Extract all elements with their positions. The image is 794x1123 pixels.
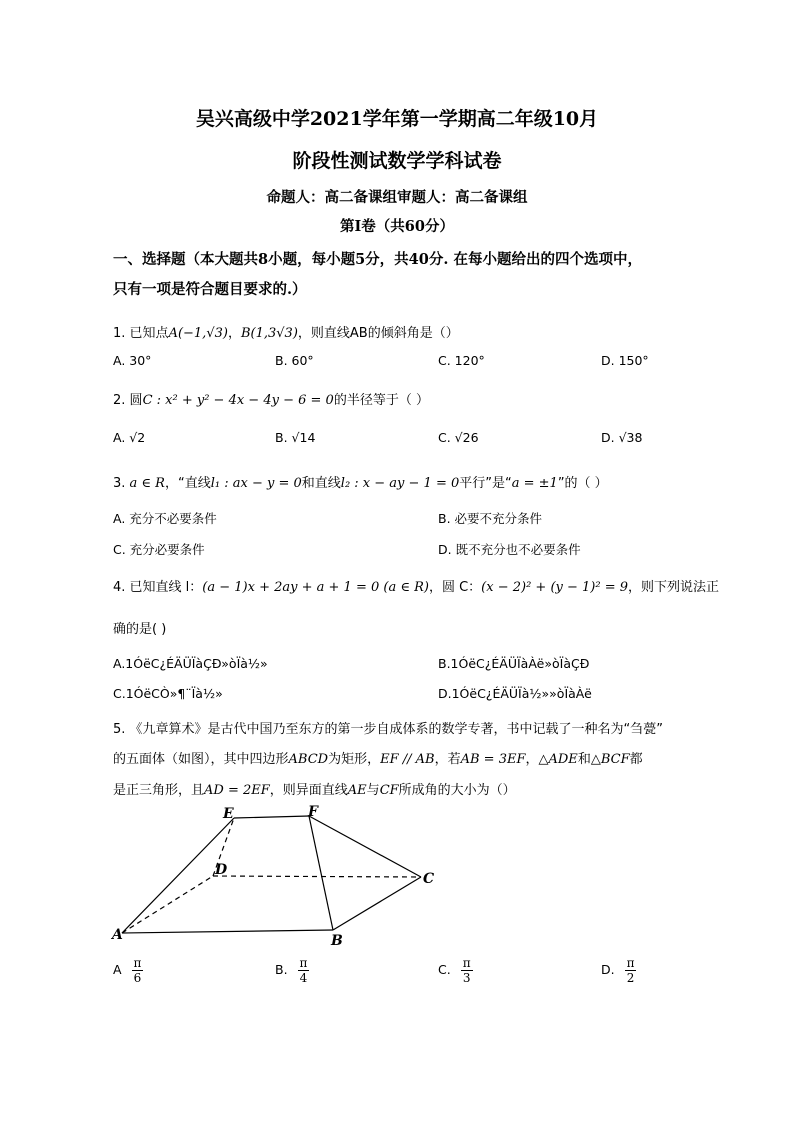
question-text: 为矩形，: [328, 752, 381, 767]
option-label: C.: [438, 962, 451, 977]
circle-equation: C : x² + y² − 4x − 4y − 6 = 0: [142, 393, 334, 408]
question-text: ”的（ ）: [557, 476, 608, 491]
question-1: [113, 322, 459, 341]
option-a: A. √2: [113, 430, 146, 445]
question-text: 的半径等于（ ）: [333, 393, 429, 408]
fraction-denominator: 3: [462, 971, 471, 985]
question-number: 5.: [113, 722, 126, 737]
question-text: ，“直线: [164, 476, 211, 491]
question-text: 所成角的大小为（）: [398, 783, 516, 798]
vertex-label-e: E: [223, 806, 234, 822]
question-text: 与: [366, 783, 380, 798]
math: △ADE: [538, 752, 578, 767]
fraction-denominator: 6: [133, 971, 142, 985]
option-a: A. 30°: [113, 353, 152, 368]
option-c: [438, 956, 473, 985]
line-l1: l₁ : ax − y = 0: [210, 476, 302, 491]
question-text: ，则异面直线: [269, 783, 348, 798]
exam-authors: 命题人：高二备课组审题人：高二备课组: [266, 189, 528, 206]
question-text: 已知点: [129, 326, 169, 341]
option-c: C.1ÓëCÒ»¶¨Ïà½»: [113, 686, 223, 701]
fraction-numerator: π: [133, 956, 142, 970]
option-d: D. √38: [601, 430, 643, 445]
question-number: 2.: [113, 393, 126, 408]
option-b: [275, 956, 309, 985]
question-text: 圆: [129, 393, 143, 408]
edge-fc: [309, 816, 421, 877]
exam-title-line2: 阶段性测试数学学科试卷: [292, 150, 502, 172]
option-d: D.1ÓëC¿ÉÄÜÏà½»»òÏàÀë: [438, 686, 592, 701]
circle-equation: (x − 2)² + (y − 1)² = 9: [481, 580, 628, 595]
question-text: 都: [629, 752, 643, 767]
question-2: [113, 389, 429, 408]
option-c: C. 充分必要条件: [113, 542, 205, 557]
option-d: [601, 956, 636, 985]
exam-title-line1: 吴兴高级中学2021学年第一学期高二年级10月: [195, 108, 599, 130]
math: EF // AB: [380, 752, 435, 767]
line-l2: l₂ : x − ay − 1 = 0: [340, 476, 460, 491]
question-text: ，: [525, 752, 539, 767]
question-4-continued: 确的是( ): [113, 622, 167, 637]
pentahedron-figure: [105, 800, 450, 950]
question-text: 已知直线 l：: [129, 580, 203, 595]
option-b: B. √14: [275, 430, 316, 445]
option-c: C. 120°: [438, 353, 485, 368]
edge-ef: [234, 816, 309, 818]
option-d: D. 既不充分也不必要条件: [438, 542, 581, 557]
math: ABCD: [288, 752, 329, 767]
question-4: [113, 576, 719, 595]
question-text: ，则下列说法正: [628, 580, 720, 595]
question-5-line2: [113, 748, 643, 767]
vertex-label-c: C: [423, 871, 435, 887]
question-text: 和: [577, 752, 591, 767]
option-a: [113, 956, 143, 985]
question-text: 《九章算术》是古代中国乃至东方的第一步自成体系的数学专著，书中记载了一种名为“刍甍”: [129, 722, 664, 737]
equation: a = ±1: [511, 476, 558, 491]
question-text: ，若: [434, 752, 461, 767]
option-label: B.: [275, 962, 288, 977]
question-text: ，圆 C：: [428, 580, 482, 595]
math: CF: [379, 783, 399, 798]
option-label: D.: [601, 962, 615, 977]
math: AE: [347, 783, 367, 798]
question-text: 和直线: [301, 476, 341, 491]
fraction-numerator: π: [462, 956, 471, 970]
fraction-denominator: 4: [299, 971, 308, 985]
edge-dc-hidden: [213, 876, 421, 877]
condition: a ∈ R: [129, 476, 165, 491]
vertex-label-a: A: [112, 927, 123, 943]
question-text: ，则直线AB的倾斜角是（）: [297, 326, 459, 341]
question-number: 3.: [113, 476, 126, 491]
point-b: B(1,3√3): [240, 326, 298, 341]
question-text: ，: [227, 326, 241, 341]
option-a: A.1ÓëC¿ÉÄÜÏàÇÐ»òÏà½»: [113, 656, 268, 671]
edge-fb: [309, 816, 333, 930]
math: AB = 3EF: [460, 752, 526, 767]
point-a: A(−1,√3): [168, 326, 228, 341]
question-3: [113, 472, 608, 491]
question-text: 的五面体（如图），其中四边形: [113, 752, 289, 767]
edge-ab: [122, 930, 333, 933]
line-equation: (a − 1)x + 2ay + a + 1 = 0 (a ∈ R): [202, 580, 429, 595]
fraction-numerator: π: [299, 956, 308, 970]
section-heading-line2: 只有一项是符合题目要求的.）: [113, 281, 307, 298]
question-5-line3: [113, 779, 516, 798]
exam-part-heading: 第Ⅰ卷（共60分）: [340, 218, 454, 235]
question-5-line1: [113, 718, 663, 737]
option-a: A. 充分不必要条件: [113, 511, 217, 526]
option-c: C. √26: [438, 430, 479, 445]
option-b: B. 必要不充分条件: [438, 511, 543, 526]
fraction-denominator: 2: [626, 971, 635, 985]
option-d: D. 150°: [601, 353, 649, 368]
vertex-label-d: D: [215, 862, 228, 878]
math: △BCF: [590, 752, 630, 767]
question-number: 4.: [113, 580, 126, 595]
question-text: 平行”是“: [459, 476, 512, 491]
edge-bc: [333, 877, 421, 930]
option-b: B.1ÓëC¿ÉÄÜÏàÀë»òÏàÇÐ: [438, 656, 590, 671]
option-label: A: [113, 962, 122, 977]
vertex-label-b: B: [331, 933, 343, 949]
math: AD = 2EF: [204, 783, 270, 798]
fraction-numerator: π: [626, 956, 635, 970]
section-heading-line1: 一、选择题（本大题共8小题，每小题5分，共40分. 在每小题给出的四个选项中，: [113, 251, 642, 268]
question-text: 是正三角形，且: [113, 783, 205, 798]
vertex-label-f: F: [308, 804, 318, 820]
option-b: B. 60°: [275, 353, 314, 368]
edge-ad-hidden: [122, 876, 213, 933]
question-number: 1.: [113, 326, 126, 341]
